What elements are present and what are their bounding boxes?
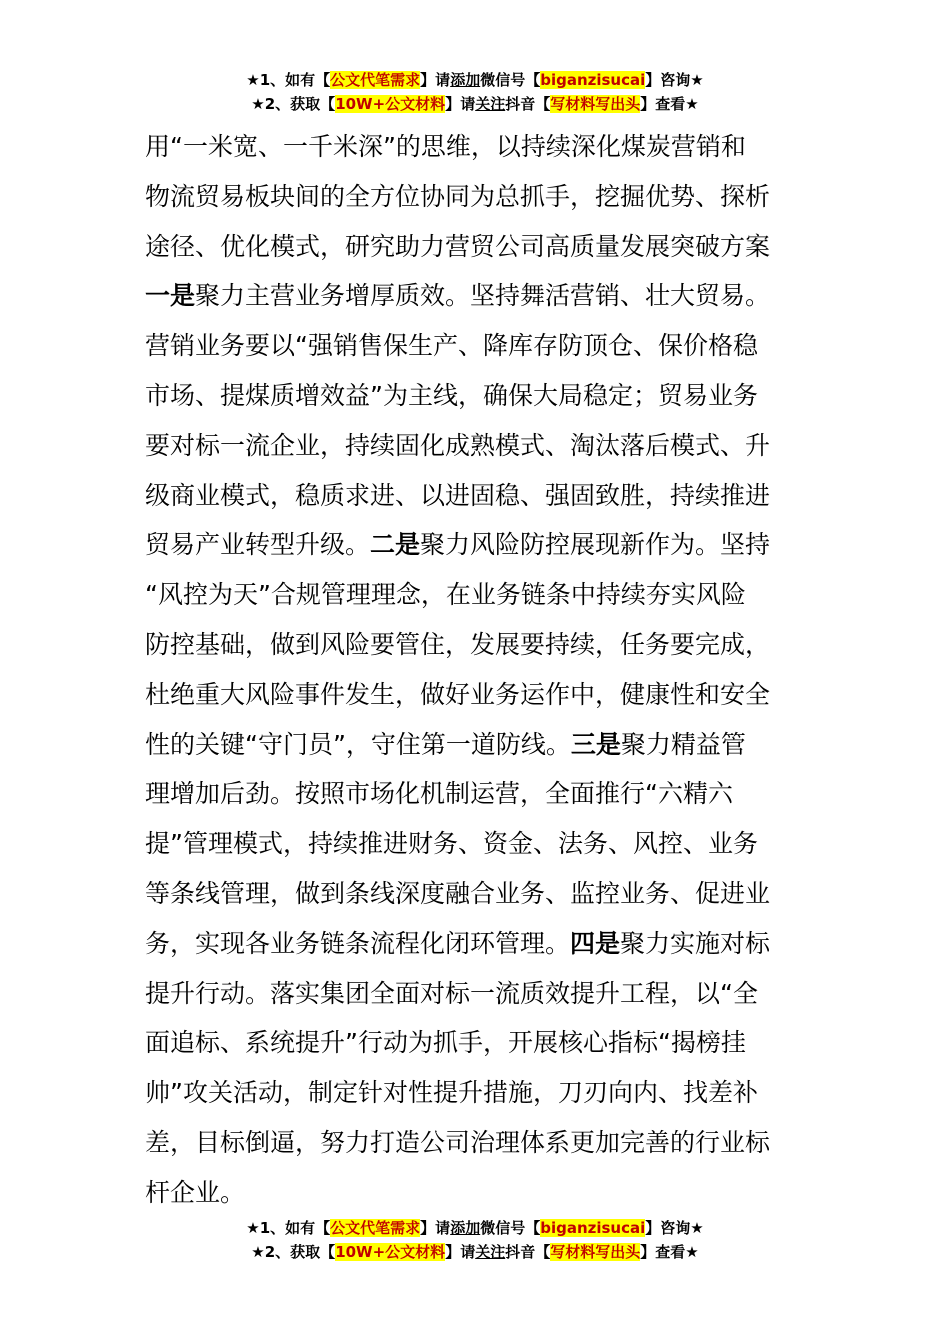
body-line: 提”管理模式，持续推进财务、资金、法务、风控、业务	[145, 829, 758, 859]
body-line-text: 贸易产业转型升级。	[145, 530, 371, 560]
promo-text: ★2、获取【	[251, 95, 336, 113]
promo-text: 微信号【	[480, 1219, 541, 1237]
body-line: 物流贸易板块间的全方位协同为总抓手，挖掘优势、探析	[145, 181, 771, 211]
body-line: 市场、提煤质增效益”为主线，确保大局稳定；贸易业务	[145, 380, 758, 410]
body-line: “风控为天”合规管理理念，在业务链条中持续夯实风险	[145, 580, 746, 610]
promo-highlight: 10W+公文材料	[335, 95, 446, 113]
promo-highlight: 写材料写出头	[550, 95, 641, 113]
point-marker: 二是	[370, 530, 421, 560]
promo-text: 】查看★	[640, 1243, 699, 1261]
body-line: 提升行动。落实集团全面对标一流质效提升工程，以“全	[145, 978, 758, 1008]
promo-text: 】查看★	[640, 95, 699, 113]
promo-line-1	[0, 1216, 950, 1240]
promo-text: 】咨询★	[645, 1219, 704, 1237]
promo-underline: 添加	[450, 1219, 481, 1237]
body-line: 等条线管理，做到条线深度融合业务、监控业务、促进业	[145, 878, 771, 908]
promo-highlight: 写材料写出头	[550, 1243, 641, 1261]
body-line	[145, 919, 810, 969]
body-line: 杆企业。	[145, 1177, 246, 1207]
promo-highlight: biganzisucai	[540, 71, 646, 89]
body-line: 用“一米宽、一千米深”的思维，以持续深化煤炭营销和	[145, 132, 746, 161]
body-line: 途径、优化模式，研究助力营贸公司高质量发展突破方案	[145, 231, 771, 261]
body-line: 防控基础，做到风险要管住，发展要持续，任务要完成，	[145, 629, 771, 659]
body-line	[145, 720, 810, 770]
promo-highlight: 公文代笔需求	[330, 71, 421, 89]
promo-text: 微信号【	[480, 71, 541, 89]
promo-text: 抖音【	[505, 95, 551, 113]
body-line-text: 聚力精益管	[620, 729, 746, 759]
body-line-text: 务，实现各业务链条流程化闭环管理。	[145, 928, 571, 958]
promo-text: 】请	[445, 1243, 476, 1261]
point-marker: 四是	[570, 928, 621, 958]
body-line-text: 聚力实施对标	[620, 928, 771, 958]
promo-highlight: biganzisucai	[540, 1219, 646, 1237]
body-line: 级商业模式，稳质求进、以进固稳、强固致胜，持续推进	[145, 480, 771, 510]
point-marker: 一是	[145, 281, 196, 311]
promo-underline: 添加	[450, 71, 481, 89]
promo-underline: 关注	[475, 1243, 506, 1261]
promo-text: ★2、获取【	[251, 1243, 336, 1261]
body-line-text: 聚力风险防控展现新作为。坚持	[420, 530, 771, 560]
promo-text: 】请	[420, 1219, 451, 1237]
body-line-text: 聚力主营业务增厚质效。坚持舞活营销、壮大贸易。	[195, 281, 771, 311]
promo-text: 抖音【	[505, 1243, 551, 1261]
promo-text: 】请	[445, 95, 476, 113]
body-line-text: 性的关键“守门员”，守住第一道防线。	[145, 729, 571, 759]
body-line	[145, 271, 810, 321]
promo-highlight: 10W+公文材料	[335, 1243, 446, 1261]
promo-highlight: 公文代笔需求	[330, 1219, 421, 1237]
body-line	[145, 520, 810, 570]
document-body	[145, 122, 810, 1218]
promo-line-1	[0, 68, 950, 92]
promo-banner-bottom	[0, 1216, 950, 1264]
body-line: 面追标、系统提升”行动为抓手，开展核心指标“揭榜挂	[145, 1028, 746, 1058]
point-marker: 三是	[570, 729, 621, 759]
body-line: 理增加后劲。按照市场化机制运营，全面推行“六精六	[145, 779, 733, 809]
body-line: 营销业务要以“强销售保生产、降库存防顶仓、保价格稳	[145, 331, 758, 361]
promo-text: 】咨询★	[645, 71, 704, 89]
promo-line-2	[0, 1240, 950, 1264]
body-line: 要对标一流企业，持续固化成熟模式、淘汰落后模式、升	[145, 430, 771, 460]
body-line: 差，目标倒逼，努力打造公司治理体系更加完善的行业标	[145, 1127, 771, 1157]
promo-underline: 关注	[475, 95, 506, 113]
promo-text: 】请	[420, 71, 451, 89]
promo-banner-top	[0, 68, 950, 116]
promo-text: ★1、如有【	[246, 71, 331, 89]
promo-line-2	[0, 92, 950, 116]
body-line: 帅”攻关活动，制定针对性提升措施，刀刃向内、找差补	[145, 1078, 758, 1108]
body-line: 杜绝重大风险事件发生，做好业务运作中，健康性和安全	[145, 679, 771, 709]
promo-text: ★1、如有【	[246, 1219, 331, 1237]
